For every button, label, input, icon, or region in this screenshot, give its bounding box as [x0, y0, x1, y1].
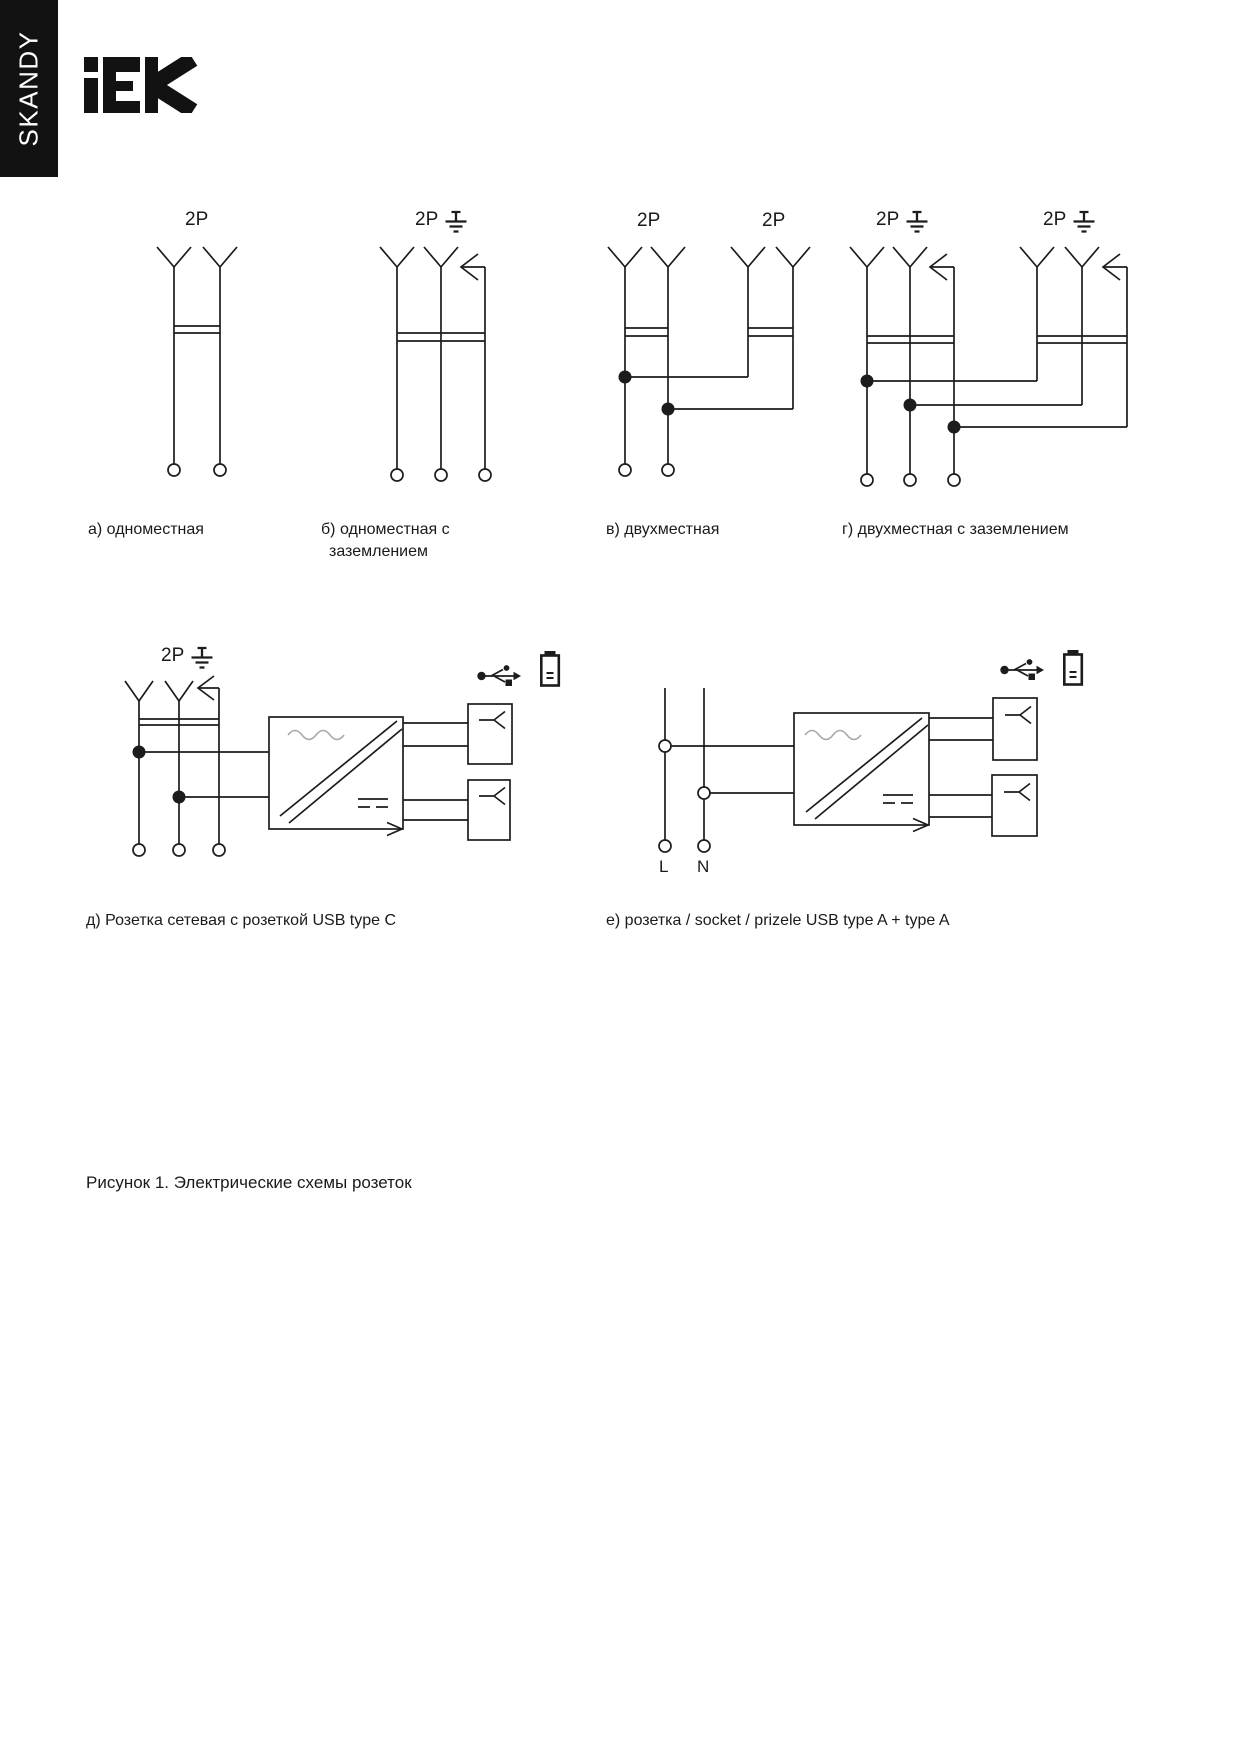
figure-caption: Рисунок 1. Электрические схемы розеток: [86, 1173, 412, 1192]
diagram-label-b-line2: заземлением: [329, 543, 429, 560]
ac-wave-icon: [288, 731, 344, 740]
terminal-circle: [391, 469, 403, 481]
socket-contact-icon: [1065, 247, 1099, 267]
pole-label-v-right: [762, 210, 785, 232]
pole-text: 2P: [185, 209, 209, 230]
usb-fork-icon: [1004, 784, 1030, 801]
diagram-label-e: е) розетка / socket / prizele USB type A + type A: [606, 912, 950, 929]
terminal-circle: [435, 469, 447, 481]
ground-icon: [1072, 210, 1096, 233]
diagram-v: [608, 247, 810, 476]
diagram-label-a: а) одноместная: [88, 521, 204, 538]
socket-contact-icon: [1020, 247, 1054, 267]
terminal-circle: [948, 474, 960, 486]
socket-contact-icon: [424, 247, 458, 267]
usb-fork-icon: [479, 712, 505, 729]
socket-contact-icon: [157, 247, 191, 267]
pole-text: 2P: [637, 210, 661, 231]
diagram-label-g: г) двухместная с заземлением: [842, 521, 1069, 538]
battery-icon: [1064, 650, 1082, 685]
junction-dot: [861, 375, 874, 388]
terminal-circle: [168, 464, 180, 476]
terminal-circle: [698, 840, 710, 852]
junction-dot: [619, 371, 632, 384]
junction-dot: [662, 403, 675, 416]
pole-text: 2P: [1043, 209, 1067, 230]
socket-contact-icon: [893, 247, 927, 267]
pole-label-g-left: [876, 209, 929, 233]
series-name: SKANDY: [13, 30, 44, 147]
socket-contact-icon: [608, 247, 642, 267]
diagram-a: [157, 247, 237, 476]
diagram-b: [380, 247, 491, 481]
pole-text: 2P: [415, 209, 439, 230]
ac-wave-icon: [805, 731, 861, 740]
pole-label-v-left: [637, 210, 660, 232]
pole-text: 2P: [876, 209, 900, 230]
diagram-label-b: [321, 519, 450, 563]
socket-contact-icon: [165, 681, 193, 701]
junction-dot: [133, 746, 146, 759]
diagram-g: [850, 247, 1127, 486]
dc-symbol: [358, 799, 388, 807]
terminal-circle: [662, 464, 674, 476]
diagram-d: [125, 651, 559, 856]
pole-text: 2P: [161, 645, 185, 666]
ground-icon: [444, 210, 468, 233]
pole-label-a: [185, 209, 208, 231]
terminal-circle: [213, 844, 225, 856]
battery-icon: [541, 651, 559, 686]
socket-contact-icon: [776, 247, 810, 267]
junction-dot: [948, 421, 961, 434]
pole-label-g-right: [1043, 209, 1096, 233]
ground-icon: [190, 646, 214, 669]
socket-contact-icon: [125, 681, 153, 701]
usb-icon: [1000, 659, 1044, 680]
junction-dot: [904, 399, 917, 412]
socket-contact-icon: [850, 247, 884, 267]
usb-icon: [477, 665, 521, 686]
socket-contact-icon: [731, 247, 765, 267]
terminal-circle: [173, 844, 185, 856]
usb-fork-icon: [479, 788, 505, 805]
terminal-circle: [133, 844, 145, 856]
usb-fork-icon: [1005, 707, 1031, 724]
tap-circle: [698, 787, 710, 799]
terminal-circle: [479, 469, 491, 481]
socket-contact-icon: [651, 247, 685, 267]
pole-text: 2P: [762, 210, 786, 231]
socket-contact-icon: [380, 247, 414, 267]
pole-label-b: [415, 209, 468, 233]
terminal-circle: [659, 840, 671, 852]
socket-base-bars: [174, 326, 220, 333]
diagram-label-d: д) Розетка сетевая с розеткой USB type C: [86, 912, 397, 929]
terminal-circle: [904, 474, 916, 486]
diagram-label-b-line1: б) одноместная с: [321, 521, 450, 538]
ground-icon: [905, 210, 929, 233]
terminal-circle: [214, 464, 226, 476]
pole-label-d: [161, 645, 214, 669]
socket-base-bars: [748, 328, 793, 336]
line-terminal-label: L: [659, 857, 669, 876]
diagram-label-v: в) двухместная: [606, 521, 720, 538]
neutral-terminal-label: N: [697, 857, 710, 876]
dc-symbol: [883, 795, 913, 803]
junction-dot: [173, 791, 186, 804]
tap-circle: [659, 740, 671, 752]
terminal-circle: [619, 464, 631, 476]
socket-base-bars: [625, 328, 668, 336]
terminal-circle: [861, 474, 873, 486]
diagram-e: [659, 650, 1082, 852]
socket-contact-icon: [203, 247, 237, 267]
usb-port-box: [468, 704, 512, 764]
